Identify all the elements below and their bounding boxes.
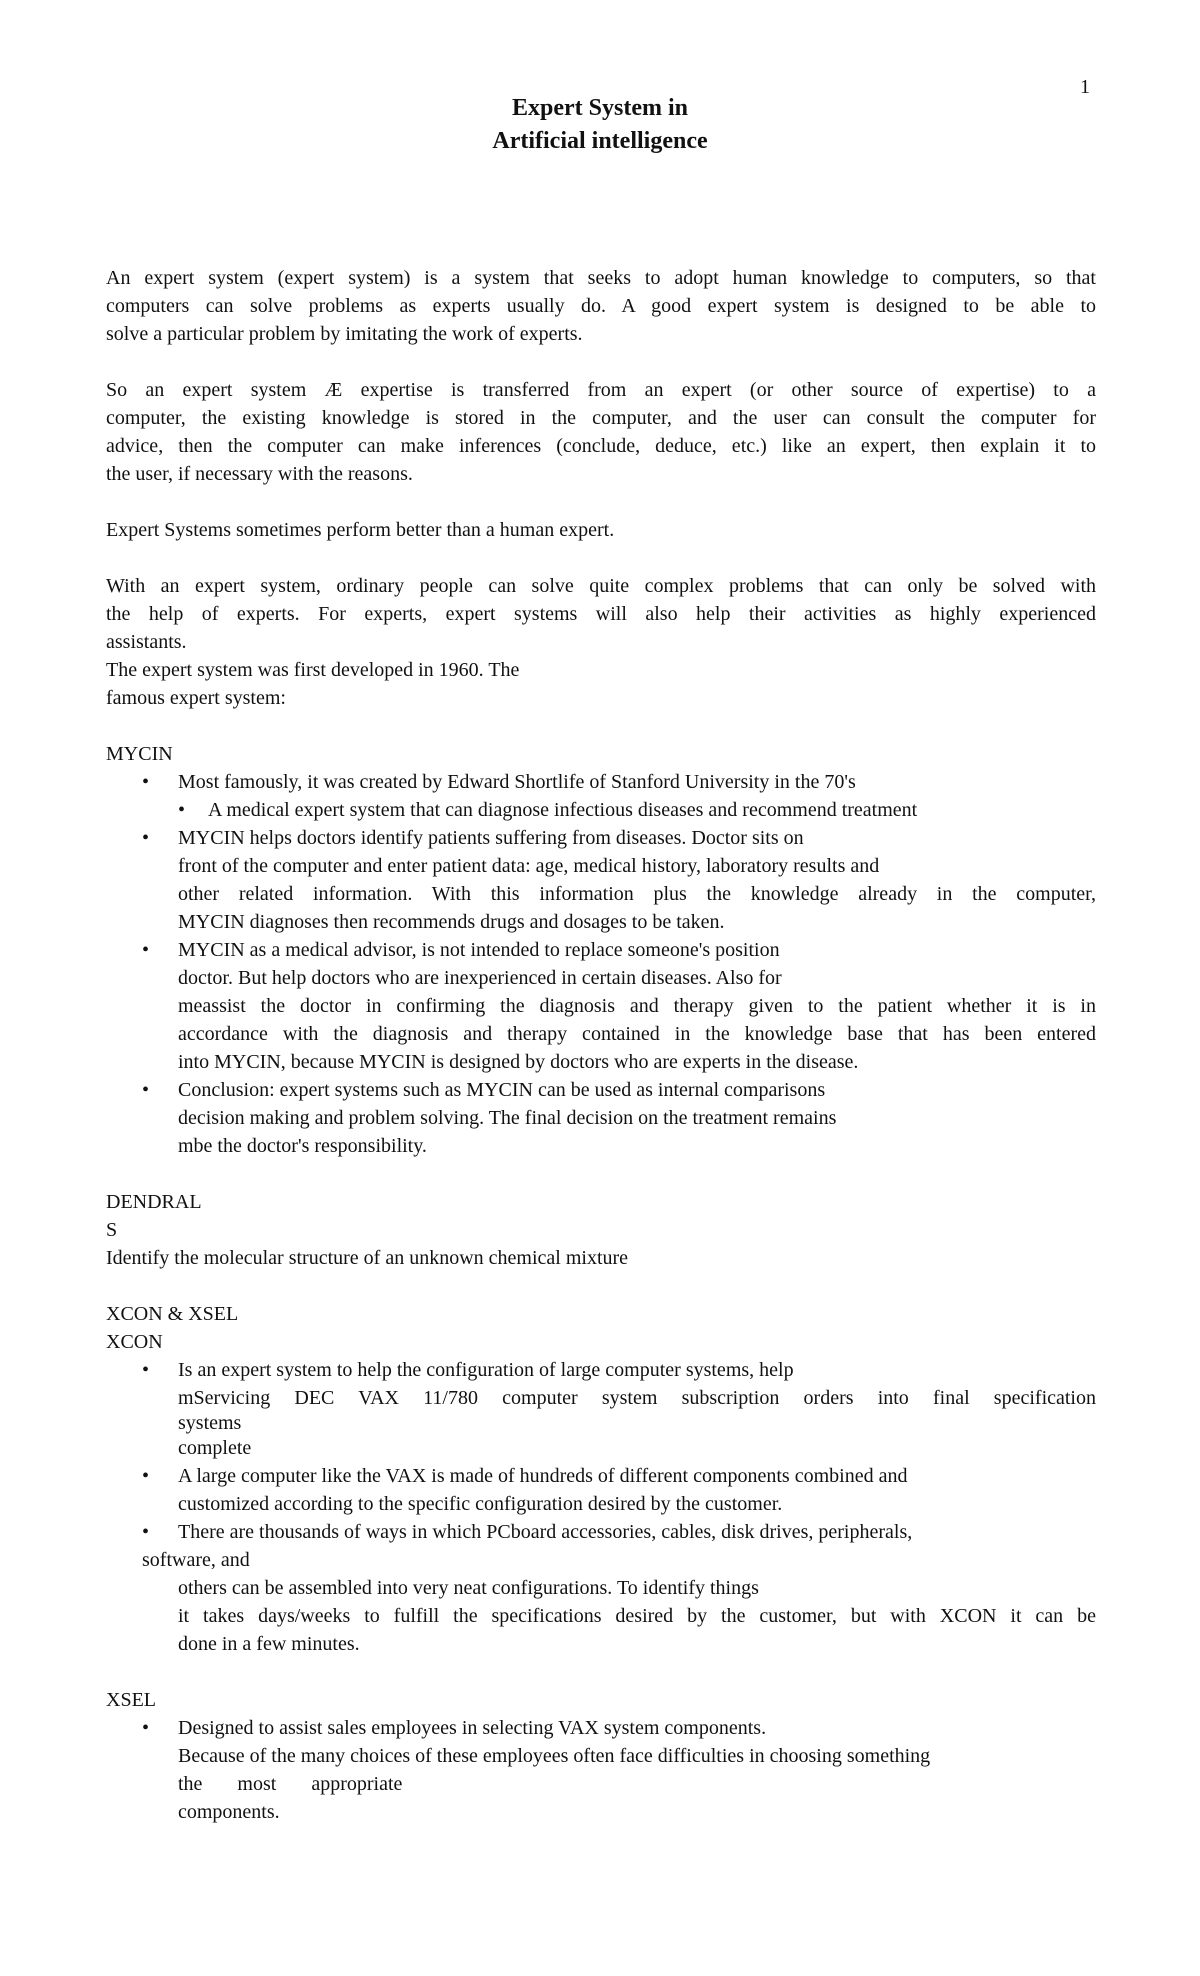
- xcon-bullet-2-line: customized according to the specific configuration desired by the customer.: [178, 1493, 783, 1515]
- xsel-bullet-1-line: the most appropriate: [178, 1773, 403, 1795]
- mycin-bullet-3-line: into MYCIN, because MYCIN is designed by doctors who are experts in the disease.: [178, 1051, 859, 1073]
- mycin-bullet-3-line: accordance with the diagnosis and therapy contained in the knowledge base that has been entered: [178, 1023, 1096, 1045]
- xcon-bullet-1-line: complete: [178, 1437, 252, 1459]
- intro-p1-line: computers can solve problems as experts usually do. A good expert system is designed to be able to: [106, 295, 1096, 317]
- mycin-bullet-1: • Most famously, it was created by Edward Shortlife of Stanford University in the 70's: [106, 768, 1096, 796]
- xcon-heading: XCON: [106, 1331, 163, 1353]
- intro-p2-line: computer, the existing knowledge is stored in the computer, and the user can consult the computer for: [106, 407, 1096, 429]
- xcon-bullet-3-line: others can be assembled into very neat configurations. To identify things: [178, 1577, 759, 1599]
- title-line-2: Artificial intelligence: [492, 128, 708, 154]
- mycin-bullet-4-line: mbe the doctor's responsibility.: [178, 1135, 427, 1157]
- intro-p5-line: famous expert system:: [106, 687, 286, 709]
- xcon-xsel-heading: XCON & XSEL: [106, 1303, 239, 1325]
- dendral-text: Identify the molecular structure of an unknown chemical mixture: [106, 1247, 629, 1269]
- xsel-bullet-1-line: Because of the many choices of these employees often face difficulties in choosing something: [178, 1745, 931, 1767]
- dendral-subheading: S: [106, 1219, 118, 1241]
- mycin-subbullet-1: • A medical expert system that can diagnose infectious diseases and recommend treatment: [106, 796, 1096, 824]
- intro-p4-line: With an expert system, ordinary people can solve quite complex problems that can only be solved with: [106, 575, 1096, 597]
- xcon-bullet-2: • A large computer like the VAX is made of hundreds of different components combined and: [106, 1462, 1096, 1490]
- xcon-bullet-3-line: done in a few minutes.: [178, 1633, 360, 1655]
- mycin-bullet-3-line: doctor. But help doctors who are inexperienced in certain diseases. Also for: [178, 967, 782, 989]
- document-body: [106, 264, 1096, 1826]
- intro-p5-line: The expert system was first developed in 1960. The: [106, 659, 520, 681]
- intro-p2-line: advice, then the computer can make inferences (conclude, deduce, etc.) like an expert, then explain it to: [106, 435, 1096, 457]
- mycin-bullet-2: • MYCIN helps doctors identify patients suffering from diseases. Doctor sits on: [106, 824, 1096, 852]
- dendral-heading: DENDRAL: [106, 1191, 202, 1213]
- xsel-heading: XSEL: [106, 1689, 156, 1711]
- intro-p4-line: assistants.: [106, 631, 187, 653]
- mycin-bullet-2-line: MYCIN diagnoses then recommends drugs and dosages to be taken.: [178, 911, 725, 933]
- intro-p2-line: So an expert system Æ expertise is transferred from an expert (or other source of expertise) to a: [106, 379, 1096, 401]
- xsel-bullet-1: • Designed to assist sales employees in selecting VAX system components.: [106, 1714, 1096, 1742]
- mycin-bullet-4-line: decision making and problem solving. The final decision on the treatment remains: [178, 1107, 837, 1129]
- xcon-bullet-3-line: software, and: [142, 1549, 250, 1571]
- xcon-bullet-3: • There are thousands of ways in which PCboard accessories, cables, disk drives, peripherals,: [106, 1518, 1096, 1546]
- intro-p1-line: solve a particular problem by imitating the work of experts.: [106, 323, 583, 345]
- title-line-1: Expert System in: [512, 95, 688, 121]
- mycin-bullet-2-line: front of the computer and enter patient data: age, medical history, laboratory results and: [178, 855, 880, 877]
- xcon-bullet-1-line: systems: [178, 1412, 242, 1434]
- mycin-bullet-2-line: other related information. With this information plus the knowledge already in the computer,: [178, 883, 1096, 905]
- document-title: [0, 92, 1200, 158]
- xcon-bullet-1: • Is an expert system to help the configuration of large computer systems, help: [106, 1356, 1096, 1384]
- mycin-bullet-3-line: meassist the doctor in confirming the diagnosis and therapy given to the patient whether it is in: [178, 995, 1096, 1017]
- intro-p2-line: the user, if necessary with the reasons.: [106, 463, 413, 485]
- xsel-bullet-1-line: components.: [178, 1801, 280, 1823]
- intro-p4-line: the help of experts. For experts, expert systems will also help their activities as highly experienced: [106, 603, 1096, 625]
- xcon-bullet-1-line: mServicing DEC VAX 11/780 computer system subscription orders into final specification: [178, 1387, 1096, 1409]
- mycin-heading: MYCIN: [106, 743, 173, 765]
- page-number: 1: [1080, 76, 1090, 98]
- mycin-bullet-3: • MYCIN as a medical advisor, is not intended to replace someone's position: [106, 936, 1096, 964]
- intro-p1-line: An expert system (expert system) is a system that seeks to adopt human knowledge to computers, so that: [106, 267, 1096, 289]
- xcon-bullet-3-line: it takes days/weeks to fulfill the specifications desired by the customer, but with XCON it can be: [178, 1605, 1096, 1627]
- mycin-bullet-4: • Conclusion: expert systems such as MYCIN can be used as internal comparisons: [106, 1076, 1096, 1104]
- intro-p3: Expert Systems sometimes perform better than a human expert.: [106, 519, 615, 541]
